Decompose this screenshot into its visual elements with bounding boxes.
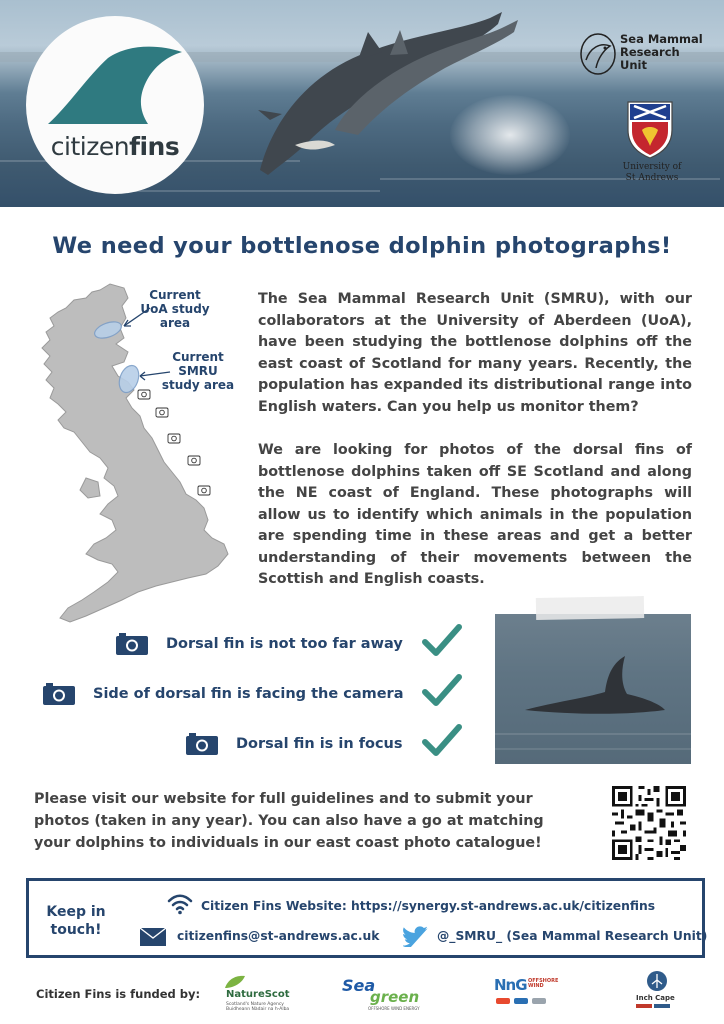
camera-icon	[43, 683, 75, 705]
twitter-icon	[403, 925, 429, 947]
uoa-area-label: Current UoA study area	[140, 288, 210, 330]
email-icon	[139, 927, 167, 947]
checklist-item: Side of dorsal fin is facing the camera	[43, 679, 404, 709]
contact-box	[26, 878, 708, 958]
visit-website-paragraph: Please visit our website for full guidelines and to submit your photos (taken in any year). You can also have a go at matching your dolphins to individuals in our east coast photo catalogue!	[34, 791, 544, 851]
funded-by-label: Citizen Fins is funded by:	[36, 987, 201, 1001]
university-crest-icon	[626, 100, 674, 160]
website-link[interactable]: Citizen Fins Website: https://synergy.st-andrews.ac.uk/citizenfins	[201, 899, 656, 913]
camera-icon	[186, 733, 218, 755]
st-andrews-logo: University of St Andrews	[618, 100, 688, 190]
camera-marker-icon	[188, 456, 200, 465]
checkmark-icon	[422, 724, 462, 756]
camera-marker-icon	[138, 390, 150, 399]
fin-logo-icon	[48, 46, 182, 124]
wave-line	[120, 190, 380, 192]
naturescot-logo: NatureScot Scotland's Nature Agency Buidheann Nàdair na h-Alba	[222, 975, 292, 1015]
intro-paragraph: The Sea Mammal Research Unit (SMRU), with our collaborators at the University of Aberdeen (UoA), have been studying the bottlenose dolphins off the east coast of Scotland for many years. Recently, the population has expanded its distributional range into English waters. Can you help us monitor them?	[258, 291, 692, 415]
checkmark-icon	[422, 624, 462, 656]
seal-logo-icon	[578, 30, 618, 76]
camera-marker-icon	[156, 408, 168, 417]
keep-in-touch-label: Keep in touch!	[46, 904, 106, 938]
camera-marker-icon	[168, 434, 180, 443]
twitter-link[interactable]: @_SMRU_ (Sea Mammal Research Unit)	[437, 929, 708, 943]
request-paragraph: We are looking for photos of the dorsal fins of bottlenose dolphins taken off SE Scotland and along the NE coast of England. These photographs will allow us to identify which animals in the population are spending time in these areas and get a better understanding of their movements between the Scottish and English coasts.	[258, 442, 692, 587]
checklist-item: Dorsal fin is not too far away	[116, 629, 403, 659]
dorsal-fin-image	[495, 614, 691, 764]
smru-area-label: Current SMRU study area	[161, 350, 235, 392]
leaping-dolphins-image	[240, 10, 540, 180]
smru-logo: Sea Mammal Research Unit	[578, 30, 718, 80]
great-britain-map-image	[28, 282, 238, 627]
naturescot-leaf-icon	[224, 975, 246, 989]
qr-code[interactable]	[612, 786, 686, 860]
checkmark-icon	[422, 674, 462, 706]
uk-map	[28, 282, 238, 631]
inch-cape-logo: Inch Cape	[634, 970, 694, 1014]
page-headline: We need your bottlenose dolphin photographs!	[52, 233, 672, 259]
nng-offshore-wind-logo: NnG OFFSHORE WIND	[494, 976, 564, 1012]
email-link[interactable]: citizenfins@st-andrews.ac.uk	[177, 929, 380, 943]
camera-marker-icon	[198, 486, 210, 495]
header-banner	[0, 0, 724, 207]
logo-wordmark: citizenfins	[50, 132, 180, 161]
photo-tape	[536, 596, 644, 620]
checklist-item: Dorsal fin is in focus	[186, 729, 403, 759]
citizenfins-logo	[26, 16, 204, 194]
wind-turbine-icon	[646, 970, 668, 992]
camera-icon	[116, 633, 148, 655]
seagreen-logo: Sea green OFFSHORE WIND ENERGY	[342, 976, 420, 1011]
dorsal-fin-example-photo	[495, 614, 691, 764]
wifi-icon	[167, 893, 193, 915]
